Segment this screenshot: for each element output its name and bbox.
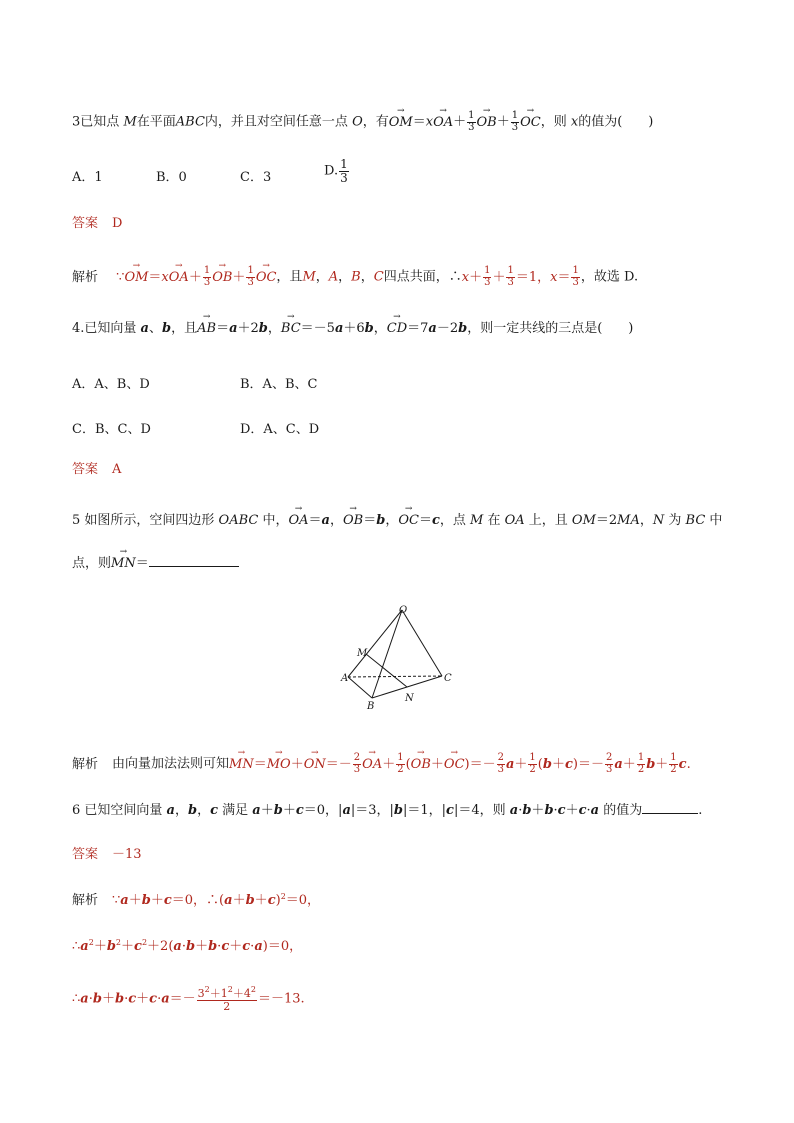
q3-option-c: C．3	[240, 170, 272, 185]
q4-option-a: A．A、B、D	[72, 377, 150, 392]
q4-option-b: B．A、B、C	[240, 377, 318, 392]
label-o: O	[399, 605, 408, 616]
label-c: C	[444, 673, 452, 684]
q4-option-c: C．B、C、D	[72, 422, 151, 437]
q4-stem: 4.已知向量 a、b，且→ AB＝a＋2b，→ BC＝－5a＋6b，→ CD＝7a－2b，则一定共线的三点是( )	[72, 322, 633, 335]
q6-answer: 答案 －13	[72, 847, 142, 862]
q5-tetrahedron-figure	[338, 602, 458, 712]
q6-analysis-line3: ∴a·b＋b·c＋c·a＝－ $\frac{3^2+1^2+4^2}{2}$ ＝－13.	[72, 985, 305, 1013]
q5-analysis: 解析 由向量加法法则可知→ MN＝→ MO＋→ ON＝－ $\frac{2}{3}$ → OA＋ $\frac{1}{2}$ (→ OB＋→ OC)＝－ $\frac{2}{3}$ a＋ $\frac{1}{2}$ (b＋c)＝－ $\frac{2}{3}$ a＋ $\frac{1}{2}$ b＋ $\frac{1}{2}$ c.	[72, 753, 691, 775]
q5-stem-line1: 5 如图所示，空间四边形 OABC 中，→ OA＝a，→ OB＝b，→ OC＝c，点 M 在 OA 上，且 OM＝2MA，N 为 BC 中	[72, 514, 722, 527]
q3-option-a: A．1	[72, 170, 103, 185]
q6-analysis-line1: 解析 ∵a＋b＋c＝0，$\therefore(a+b+c)^2=0$，	[72, 892, 321, 908]
q6-answer-blank[interactable]	[642, 813, 698, 814]
label-n: N	[405, 693, 414, 704]
q5-answer-blank[interactable]	[149, 566, 239, 567]
q3-option-d: D. $\frac{1}{3}$	[324, 157, 348, 185]
q3-answer: 答案 D	[72, 216, 123, 231]
q5-stem-line2: 点，则→ MN＝	[72, 557, 239, 570]
q3-option-b: B．0	[156, 170, 187, 185]
label-m: M	[357, 648, 368, 659]
label-a: A	[341, 673, 349, 684]
label-b: B	[367, 701, 375, 712]
q3-stem: 3已知点 M在平面ABC内，并且对空间任意一点 O，有→ OM＝x→ OA＋ $\frac{1}{3}$ → OB＋ $\frac{1}{3}$ → OC，则 x的值为( )	[72, 111, 653, 133]
q4-answer: 答案 A	[72, 462, 122, 477]
q6-stem: 6 已知空间向量 a，b，c 满足 a＋b＋c＝0，|a|＝3，|b|＝1，|c|＝4，则 a·b＋b·c＋c·a 的值为 .	[72, 803, 703, 818]
q3-analysis: 解析 ∵→ OM＝x→ OA＋ $\frac{1}{3}$ → OB＋ $\frac{1}{3}$ → OC，且M，A，B，C四点共面，∴x＋ $\frac{1}{3}$ ＋ $\frac{1}{3}$ ＝1，x＝ $\frac{1}{3}$ ，故选 D.	[72, 266, 638, 288]
q6-analysis-line2: $\therefore a^2+b^2+c^2+2(a\cdot b+b\cdot c+c\cdot a)=0$，	[72, 938, 303, 954]
q4-option-d: D．A、C、D	[240, 422, 320, 437]
